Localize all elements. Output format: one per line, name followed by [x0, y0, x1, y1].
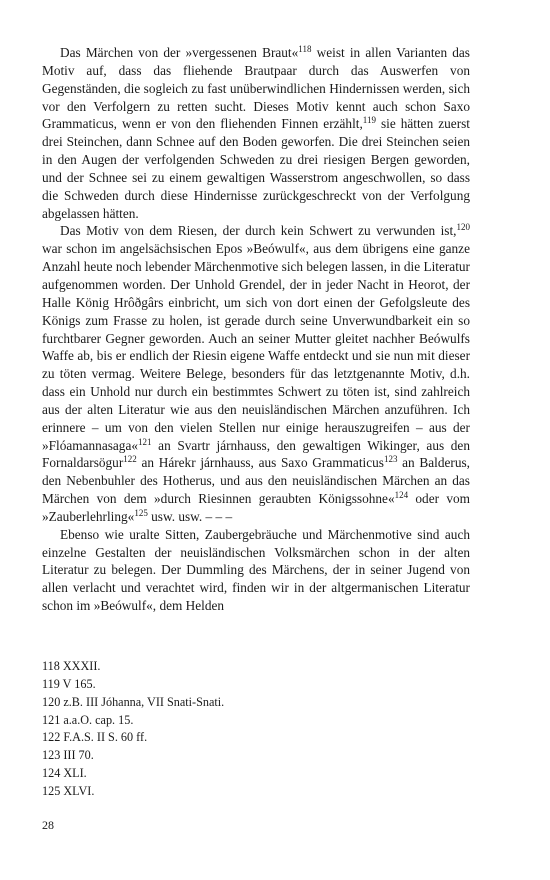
footnote: 122 F.A.S. II S. 60 ff.	[42, 730, 148, 745]
footnote: 123 III 70.	[42, 748, 94, 763]
footnote: 124 XLI.	[42, 766, 87, 781]
footnote-ref: 121	[138, 436, 152, 447]
footnote: 121 a.a.O. cap. 15.	[42, 712, 134, 727]
text-run: an Hárekr járnhauss, aus Saxo Grammaticus	[136, 455, 384, 471]
paragraph	[42, 222, 470, 525]
footnote-ref: 124	[394, 490, 409, 501]
footnote: 118 XXXII.	[42, 659, 101, 673]
footnote-ref: 122	[123, 454, 137, 465]
text-run: Das Motiv von dem Riesen, der durch kein Schwert zu verwunden ist,	[60, 223, 457, 239]
text-run: oder vom »Zauberlehrling«	[42, 491, 470, 524]
paragraph	[42, 44, 470, 222]
text-run: an Svartr járnhauss, den gewaltigen Wikinger, aus den Fornaldarsögur	[42, 437, 470, 471]
footnote: 119 V 165.	[42, 676, 96, 691]
footnote-ref: 123	[383, 454, 398, 465]
footnote-ref: 120	[456, 222, 470, 233]
paragraph	[42, 526, 470, 615]
text-run: weist in allen Varianten das Motiv auf, dass das fliehende Brautpaar durch das Auswerfen von Gegenständen, die sogleich zu fast unüberwindlichen Hindernissen werden, sich vor den Verfolgern zu retten sucht. Dieses Motiv kennt auch schon Saxo Grammaticus, wenn er von den fliehenden Finnen erzählt,	[42, 45, 470, 132]
page-body	[42, 44, 470, 615]
footnote-ref: 119	[362, 115, 376, 126]
main-text	[42, 44, 470, 615]
footnotes	[42, 658, 224, 801]
text-run: usw. usw. – – –	[147, 508, 233, 524]
footnote-ref: 125	[134, 507, 148, 518]
footnote-ref: 118	[298, 44, 312, 54]
text-run: war schon im angelsächsischen Epos »Beówulf«, aus dem übrigens eine ganze Anzahl heute noch lebender Märchenmotive sich belegen lassen, in die Literatur aufgenommen worden. Der Unhold Grendel, der in jeder Nacht in Heorot, der Halle König Hrôðgârs einbricht, um sich von dort einen der Gefolgsleute des Königs zum Frasse zu holen, ist gerade durch seine Unverwundbarkeit ein so furchtbarer Gegner geworden. Auch an seiner Mutter gleitet nachher Beówulfs Waffe ab, bis er endlich der Riesin eigene Waffe entdeckt und sie nun mit dieser zu töten vermag. Weitere Belege, besonders für das letztgenannte Motiv, d.h. dass ein Unhold nur durch ein bestimmtes Schwert zu töten ist, sind zahlreich aus der alten Literatur wie aus den neuisländischen Märchen anzuführen. Ich erinnere – um von den vielen Stellen nur einige herauszugreifen – aus der »Flóamannasaga«	[42, 241, 470, 453]
text-run: an Balderus, den Nebenbuhler des Hotherus, und aus den neuisländischen Märchen an das Märchen von dem »durch Riesinnen geraubten Königssohne«	[42, 455, 471, 507]
text-run: Ebenso wie uralte Sitten, Zaubergebräuche und Märchenmotive sind auch einzelne Gestalten der neuisländischen Volksmärchen schon in der alten Literatur zu belegen. Der Dummling des Märchens, der in seiner Jugend von allen verlacht und verachtet wird, finden wir in der altgermanischen Literatur schon im »Beówulf«, dem Helden	[42, 526, 470, 614]
text-run: Das Märchen von der »vergessenen Braut«	[60, 45, 299, 60]
footnote: 125 XLVI.	[42, 783, 95, 798]
page-number: 28	[42, 818, 54, 832]
footnote: 120 z.B. III Jóhanna, VII Snati-Snati.	[42, 694, 225, 709]
text-run: sie hätten zuerst drei Steinchen, dann Schnee auf den Boden geworfen. Die drei Steinchen seien in den Augen der verfolgenden Schweden zu drei riesigen Bergen geworden, und der Schnee sei zu einem gewaltigen Wasserstrom angeschwollen, so dass die Schweden durch diese Hindernisse zurückgeschreckt von der Verfolgung abgelassen hätten.	[42, 116, 470, 221]
